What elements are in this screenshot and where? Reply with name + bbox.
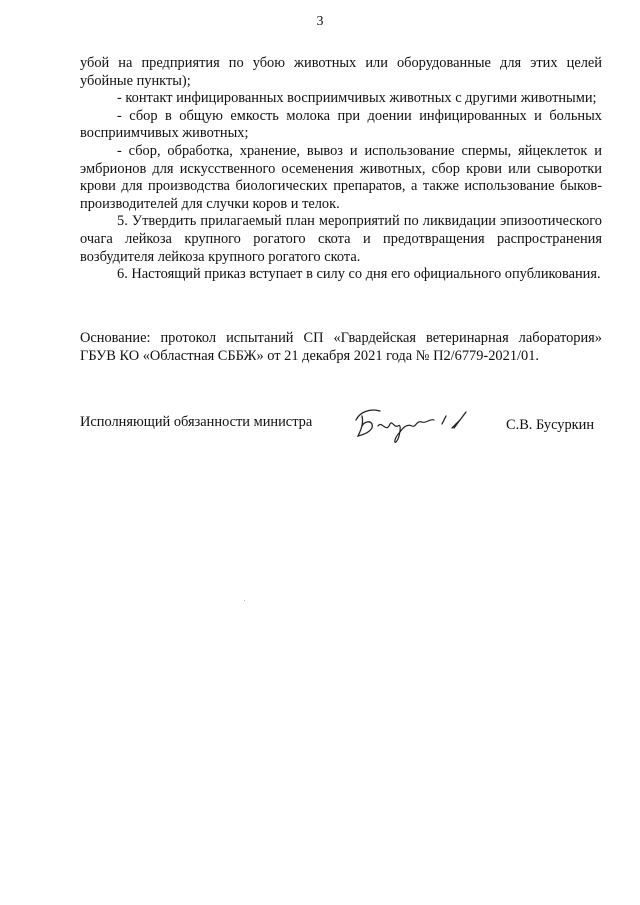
signatory-name: С.В. Бусуркин xyxy=(506,417,595,433)
paragraph-milk-collection: - сбор в общую емкость молока при доении инфицированных и больных восприимчивых животных; xyxy=(80,107,602,142)
order-body xyxy=(80,55,602,284)
paragraph-semen-embryos: - сбор, обработка, хранение, вывоз и использование спермы, яйцеклеток и эмбрионов для искусственного осеменения животных, сбор крови или сыворотки крови для производства биологических препаратов, а также использование быков-производителей для случки коров и телок. xyxy=(80,142,602,212)
paragraph-item-6: 6. Настоящий приказ вступает в силу со дня его официального опубликования. xyxy=(117,266,601,283)
scan-speck xyxy=(244,600,245,601)
page-number: 3 xyxy=(316,14,324,29)
signatory-position: Исполняющий обязанности министра xyxy=(80,414,313,430)
basis-note: Основание: протокол испытаний СП «Гвардейская ветеринарная лаборатория» ГБУВ КО «Областная СББЖ» от 21 декабря 2021 года № П2/6779-2021/01. xyxy=(80,330,602,364)
paragraph-item-5: 5. Утвердить прилагаемый план мероприятий по ликвидации эпизоотического очага лейкоза крупного рогатого скота и предотвращения распространения возбудителя лейкоза крупного рогатого скота. xyxy=(80,213,602,265)
paragraph-slaughter: убой на предприятия по убою животных или оборудованные для этих целей убойные пункты); xyxy=(80,55,602,89)
paragraph-contact: - контакт инфицированных восприимчивых животных с другими животными; xyxy=(117,90,597,107)
handwritten-signature xyxy=(350,398,475,448)
